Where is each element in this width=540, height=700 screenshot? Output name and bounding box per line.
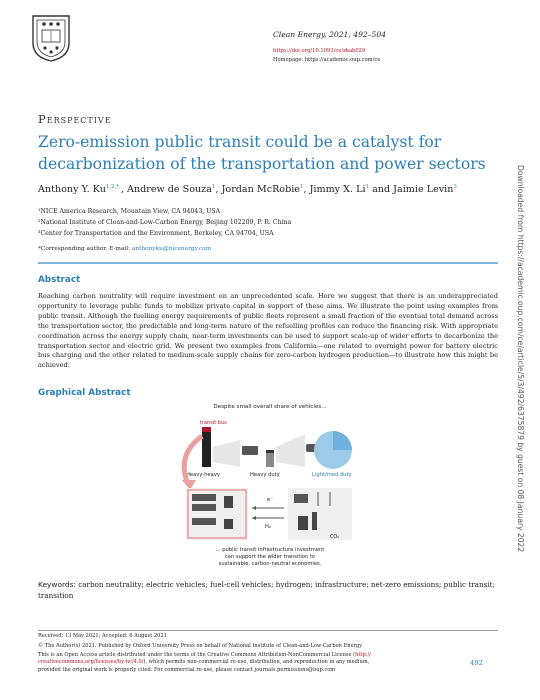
keywords-text: carbon neutrality; electric vehicles; fuel-cell vehicles; hydrogen; infrastructure; net-zero emissions; public transit; transition xyxy=(38,580,495,600)
corresponding-email[interactable]: anthonyku@nicenergy.com xyxy=(131,246,212,252)
ga-bottom-caption-3: sustainable, carbon-neutral economies. xyxy=(218,561,322,567)
ga-projection-1 xyxy=(213,440,240,467)
ga-co2-label: CO₂ xyxy=(330,535,340,540)
author-separator: , xyxy=(120,184,128,196)
ga-light-duty-slice xyxy=(333,431,352,450)
author-separator: , xyxy=(215,184,222,196)
arrow-left-icon xyxy=(252,506,256,510)
affiliation-3: ³Center for Transportation and the Environment, Berkeley, CA 94704, USA xyxy=(38,230,274,237)
ga-h2-label: H₂ xyxy=(265,524,271,530)
keywords-block xyxy=(38,580,498,601)
abstract-text: Reaching carbon neutrality will require investment on an unprecedented scale. Here we suggest that there is an underappreciated opportunity to leverage public funds to mobilize private capital in support of these aims. We illustrate the point using examples from public transit. Although the fuelling energy requirements of public fleets represent a small fraction of the eventual total demand across the transportation sector, the predictable and long-term nature of the refuelling profiles can reduce the financing risk. With appropriate coordination across the energy supply chain, near-term investments can be used to support scale-up of wider efforts to decarbonize the transportation sector and electric grid. We present two examples from California—one related to overnight power for battery electric bus charging and the other related to medium-scale supply chains for zero-carbon hydrogen production—to illustrate how this might be achieved. xyxy=(38,292,498,370)
ga-heavy-duty-label: Heavy duty xyxy=(250,472,280,478)
ga-transit-slice xyxy=(202,427,211,432)
abstract-heading: Abstract xyxy=(38,275,81,285)
license-link-b[interactable]: creativecommons.org/licenses/by-nc/4.0/ xyxy=(38,659,144,666)
ga-heavy-heavy-label: Heavy-heavy xyxy=(186,472,220,478)
graphical-abstract-heading: Graphical Abstract xyxy=(38,388,131,398)
author-name: Andrew de Souza xyxy=(127,184,212,196)
ga-transit-bus-label: transit bus xyxy=(200,420,227,426)
license-text-2: ), which permits non-commercial re-use, distribution, and reproduction in any medium, xyxy=(143,659,370,666)
copyright-line: © The Author(s) 2021. Published by Oxford University Press on behalf of National Institute of Clean-and-Low-Carbon Energy xyxy=(38,643,363,649)
footer-divider xyxy=(38,630,498,631)
journal-citation: Clean Energy, 2021, 492–504 xyxy=(273,30,387,39)
download-notice: Downloaded from https://academic.oup.com/ce/article/5/3/492/6375879 by guest on 08 January 2022 xyxy=(516,165,525,553)
section-divider xyxy=(38,262,498,264)
ga-projection-2 xyxy=(276,434,305,467)
author-name: Anthony Y. Ku xyxy=(38,184,106,196)
corresponding-author xyxy=(38,246,211,252)
bus-icon xyxy=(192,494,216,501)
ga-heavy-duty-bar xyxy=(266,453,274,467)
author-affiliation-marker: 1 xyxy=(299,184,304,190)
ga-light-duty-label: Light/med duty xyxy=(312,472,352,478)
arrow-left-icon xyxy=(252,516,256,520)
charger-icon xyxy=(224,496,233,508)
fuel-cell-icon xyxy=(224,519,233,529)
author-name: Jaimie Levin xyxy=(393,184,454,196)
factory-icon xyxy=(298,516,308,530)
page-number: 492 xyxy=(470,659,483,667)
bus-icon xyxy=(192,518,216,525)
author-affiliation-marker: 3 xyxy=(453,184,457,190)
author-affiliation-marker: 1 xyxy=(211,184,216,190)
ga-bottom-caption-2: can support the wider transition to xyxy=(224,554,316,560)
ga-heavy-bar xyxy=(202,427,211,467)
author-affiliation-marker: 1,2,*, xyxy=(105,184,121,190)
author-separator: and xyxy=(369,184,394,196)
author-name: Jordan McRobie xyxy=(221,184,300,196)
ga-top-caption: Despite small overall share of vehicles... xyxy=(213,404,327,410)
download-sidebar xyxy=(513,165,527,553)
author-separator: , xyxy=(303,184,310,196)
bus-icon xyxy=(192,504,216,511)
corresponding-label: *Corresponding author. E-mail: xyxy=(38,246,132,252)
article-type: Perspective xyxy=(38,112,112,126)
author-affiliation-marker: 1 xyxy=(365,184,370,190)
license-text xyxy=(38,652,488,674)
article-title: Zero-emission public transit could be a catalyst for decarbonization of the transportation and power sectors xyxy=(38,133,486,173)
doi-link[interactable]: https://doi.org/10.1093/ce/zkab029 xyxy=(273,48,366,54)
received-dates: Received: 13 May 2021; Accepted: 6 August 2021 xyxy=(38,633,167,639)
homepage-link[interactable]: Homepage: https://academic.oup.com/ce xyxy=(273,57,381,63)
smokestack-icon xyxy=(312,512,317,530)
solar-panel-icon xyxy=(294,494,308,503)
affiliation-2: ²National Institute of Clean-and-Low-Carbon Energy, Beijing 102209, P. R. China xyxy=(38,219,292,226)
ga-bottom-caption-1: ... public transit infrastructure investment xyxy=(215,547,325,553)
graphical-abstract-figure xyxy=(180,400,360,570)
affiliation-1: ¹NICE America Research, Mountain View, CA 94043, USA xyxy=(38,208,221,215)
license-text-1: This is an Open Access article distributed under the terms of the Creative Commons Attribution-NonCommercial License ( xyxy=(38,652,356,658)
ga-electron-label: e⁻ xyxy=(267,497,273,503)
license-text-3: provided the original work is properly cited. For commercial re-use, please contact journals.permissions@oup.com xyxy=(38,666,336,673)
author-list xyxy=(38,184,457,195)
journal-logo xyxy=(30,13,72,63)
ga-heavy-duty-top xyxy=(266,450,274,453)
author-name: Jimmy X. Li xyxy=(309,184,366,196)
keywords-label: Keywords: xyxy=(38,580,76,589)
license-link-a[interactable]: http:// xyxy=(355,652,371,658)
truck-icon xyxy=(242,446,258,455)
